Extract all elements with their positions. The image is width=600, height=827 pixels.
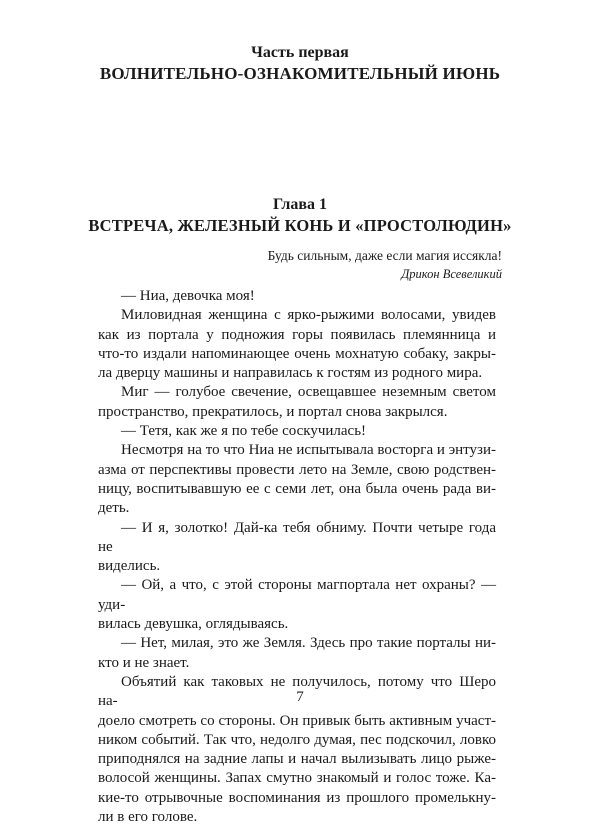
paragraph	[98, 519, 496, 577]
text-line: ницу, воспитывавшую ее с семи лет, она была очень рада ви-	[98, 480, 496, 497]
epigraph-author: Дрикон Всевеликий	[401, 267, 502, 281]
paragraph	[98, 422, 496, 441]
text-line: пространство, прекратилось, и портал снова закрылся.	[98, 403, 448, 420]
chapter-title: ВСТРЕЧА, ЖЕЛЕЗНЫЙ КОНЬ И «ПРОСТОЛЮДИН»	[88, 216, 512, 235]
text-line: — Ниа, девочка моя!	[121, 288, 255, 304]
text-line: ником событий. Так что, недолго думая, пес подскочил, ловко	[98, 731, 496, 748]
paragraph	[98, 576, 496, 634]
text-line: — Тетя, как же я по тебе соскучилась!	[121, 423, 367, 440]
epigraph	[268, 246, 502, 284]
text-line: кто и не знает.	[98, 654, 190, 671]
text-line: как из портала у подножия горы появилась племянница и	[98, 326, 496, 343]
text-line: Миловидная женщина с ярко-рыжими волосами, увидев	[121, 307, 496, 324]
text-line: азма от перспективы провести лето на Земле, свою родствен-	[98, 461, 496, 478]
text-line: — И я, золотко! Дай-ка тебя обниму. Почти четыре года не	[98, 519, 496, 555]
chapter-label: Глава 1	[273, 196, 327, 213]
text-line: кие-то отрывочные воспоминания из прошлого промелькну-	[98, 789, 496, 806]
epigraph-text: Будь сильным, даже если магия иссякла!	[267, 248, 502, 263]
text-line: Миг — голубое свечение, освещавшее неземным светом	[121, 384, 496, 401]
text-line: что-то издали напоминающее очень мохнатую собаку, закры-	[98, 345, 496, 362]
page-number: 7	[296, 689, 304, 705]
paragraph	[98, 383, 496, 422]
paragraph	[98, 287, 496, 306]
text-line: деть.	[98, 500, 130, 517]
text-line: Несмотря на то что Ниа не испытывала восторга и энтузи-	[121, 442, 496, 459]
text-line: Объятий как таковых не получилось, потому что Шеро на-	[98, 673, 496, 710]
text-line: волосой женщины. Запах смутно знакомый и голос тоже. Ка-	[98, 770, 496, 787]
text-line: — Нет, милая, это же Земля. Здесь про такие порталы ни-	[121, 635, 496, 652]
text-line: ли в его голове.	[98, 809, 198, 826]
text-line: ла дверцу машины и направилась к гостям из родного мира.	[98, 365, 483, 382]
text-line: доело смотреть со стороны. Он привык быть активным участ-	[98, 712, 496, 729]
paragraph	[98, 441, 496, 518]
part-title: ВОЛНИТЕЛЬНО-ОЗНАКОМИТЕЛЬНЫЙ ИЮНЬ	[99, 64, 501, 83]
chapter-body-text	[98, 287, 496, 827]
paragraph	[98, 306, 496, 383]
text-line: виделись.	[98, 558, 161, 575]
paragraph	[98, 634, 496, 673]
text-line: — Ой, а что, с этой стороны магпортала нет охраны? — уди-	[98, 577, 496, 613]
part-label: Часть первая	[251, 44, 349, 61]
text-line: приподнялся на задние лапы и начал вылизывать лицо рыже-	[98, 751, 496, 768]
text-line: вилась девушка, оглядываясь.	[98, 616, 289, 633]
